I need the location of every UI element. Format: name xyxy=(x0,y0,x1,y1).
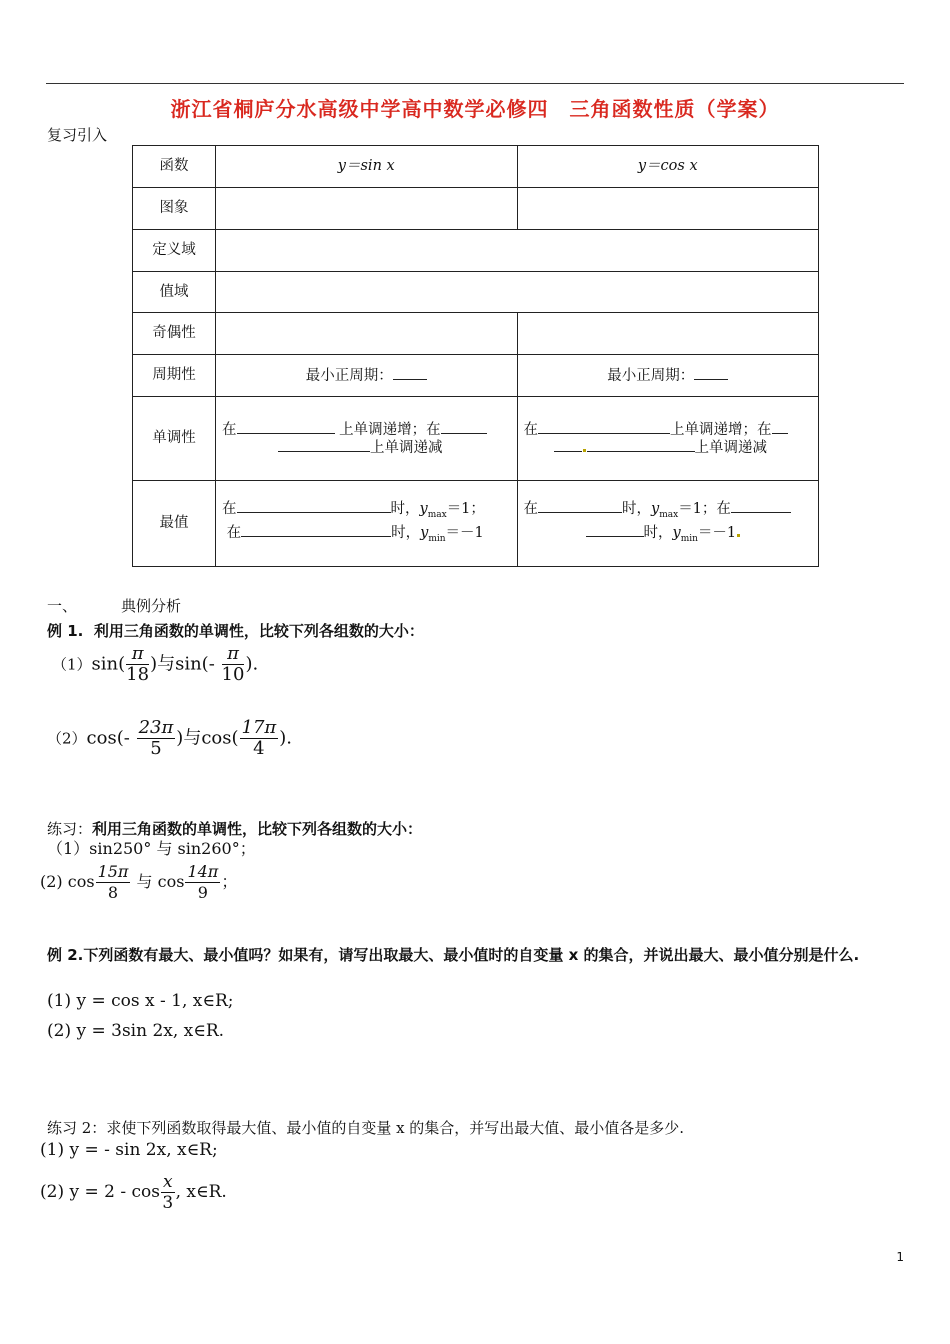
dec-text: 上单调递减 xyxy=(370,439,443,456)
at-text: 在 xyxy=(523,421,538,438)
ymax-eq: ＝1； xyxy=(446,500,485,517)
ymin-eq: ＝－1 xyxy=(445,524,484,541)
table-row xyxy=(133,313,819,355)
fraction xyxy=(96,862,131,903)
numerator: 17π xyxy=(241,717,277,738)
example1-q1 xyxy=(52,644,258,685)
at-text: 在 xyxy=(226,524,242,541)
monotonic-label: 单调性 xyxy=(133,397,216,481)
fraction xyxy=(222,644,245,685)
numerator: 23π xyxy=(138,717,174,738)
example1-text: 利用三角函数的单调性，比较下列各组数的大小： xyxy=(93,622,424,640)
and-text: )与 xyxy=(176,727,202,749)
denominator: 18 xyxy=(126,664,150,685)
table-row xyxy=(133,146,819,188)
trig-properties-table xyxy=(132,145,819,567)
neg-sign: - xyxy=(123,727,130,749)
blank xyxy=(772,421,788,434)
at-text: 在 xyxy=(716,500,731,517)
example1-label: 例 1. xyxy=(47,622,84,640)
extreme-label: 最值 xyxy=(133,481,216,567)
ymax-var: y xyxy=(651,500,660,517)
table-row xyxy=(133,188,819,230)
neg-sign: - xyxy=(208,653,215,675)
blank xyxy=(694,367,728,380)
fraction xyxy=(161,1172,175,1213)
q2-text: ； xyxy=(221,872,238,891)
cos-text: cos( xyxy=(86,727,124,749)
practice2-q2 xyxy=(40,1172,227,1213)
table-row xyxy=(133,355,819,397)
denominator: 5 xyxy=(150,738,162,759)
sin-graph-cell xyxy=(216,188,518,230)
practice2-q1: (1) y = - sin 2x, x∈R; xyxy=(40,1140,218,1160)
practice1-q1: （1）sin250° 与 sin260°； xyxy=(47,839,256,858)
when-text: 时， xyxy=(643,524,673,541)
blank xyxy=(237,500,391,513)
dec-text: 上单调递减 xyxy=(694,439,767,456)
denominator: 9 xyxy=(197,883,208,902)
blank xyxy=(237,421,335,434)
blank xyxy=(278,439,370,452)
section-title: 典例分析 xyxy=(121,597,182,615)
sin-monotonic-cell xyxy=(216,397,518,481)
sin-extreme-cell xyxy=(216,481,518,567)
practice2-text: 求使下列函数取得最大值、最小值的自变量 x 的集合，并写出最大值、最小值各是多少. xyxy=(106,1119,685,1137)
sin-header: y＝sin x xyxy=(216,146,518,188)
q2-text: (2) cos xyxy=(40,872,95,891)
domain-label: 定义域 xyxy=(133,230,216,272)
end-text: ). xyxy=(279,727,292,749)
fraction xyxy=(240,718,279,759)
numerator: x xyxy=(163,1172,173,1192)
when-text: 时， xyxy=(622,500,651,517)
cos-text: cos( xyxy=(201,727,239,749)
cos-extreme-cell xyxy=(517,481,819,567)
practice1-label: 练习： xyxy=(47,820,93,838)
cos-graph-cell xyxy=(517,188,819,230)
ymin-var: y xyxy=(420,524,429,541)
example2-label: 例 2. xyxy=(47,946,84,964)
header-rule xyxy=(46,83,904,84)
blank xyxy=(538,500,622,513)
when-text: 时， xyxy=(391,524,421,541)
period-text: 最小正周期： xyxy=(607,367,695,384)
denominator: 10 xyxy=(221,664,245,685)
section-heading xyxy=(47,595,181,616)
numerator: 14π xyxy=(187,862,219,881)
fraction xyxy=(185,862,220,903)
q2-text: , x∈R. xyxy=(175,1182,227,1202)
ymax-var: y xyxy=(419,500,428,517)
blank xyxy=(538,421,670,434)
denominator: 3 xyxy=(162,1193,174,1213)
denominator: 8 xyxy=(107,883,119,902)
cos-period-cell xyxy=(517,355,819,397)
inc-text: 上单调递增；在 xyxy=(670,421,772,438)
blank xyxy=(441,421,487,434)
denominator: 4 xyxy=(253,738,265,759)
blank xyxy=(587,439,695,452)
q2-text: 与 cos xyxy=(136,872,185,891)
parity-label: 奇偶性 xyxy=(133,313,216,355)
mark-dot xyxy=(583,449,586,452)
section-number: 一、 xyxy=(47,597,78,615)
practice1-text: 利用三角函数的单调性，比较下列各组数的大小： xyxy=(92,820,423,838)
page-number: 1 xyxy=(896,1250,904,1264)
table-row xyxy=(133,397,819,481)
domain-cell xyxy=(216,230,819,272)
q-number: （2） xyxy=(47,729,87,748)
at-text: 在 xyxy=(222,421,237,438)
table-row xyxy=(133,481,819,567)
q2-text: (2) y = 2 - cos xyxy=(40,1182,160,1202)
cos-monotonic-cell xyxy=(517,397,819,481)
numerator: π xyxy=(126,644,149,665)
period-label: 周期性 xyxy=(133,355,216,397)
blank xyxy=(393,367,427,380)
sin-text: sin( xyxy=(175,653,209,675)
func-label: 函数 xyxy=(133,146,216,188)
blank xyxy=(241,524,391,537)
graph-label: 图象 xyxy=(133,188,216,230)
practice2-label: 练习 2： xyxy=(47,1119,107,1137)
fraction xyxy=(137,718,176,759)
sin-parity-cell xyxy=(216,313,518,355)
practice1-q2 xyxy=(40,862,237,903)
ymin-var: y xyxy=(672,524,681,541)
fraction xyxy=(126,644,149,685)
cos-parity-cell xyxy=(517,313,819,355)
review-label: 复习引入 xyxy=(47,126,108,144)
inc-text: 上单调递增；在 xyxy=(339,421,441,438)
and-text: )与 xyxy=(150,653,176,675)
sin-text: sin( xyxy=(91,653,126,675)
page-title: 浙江省桐庐分水高级中学高中数学必修四 三角函数性质（学案） xyxy=(170,97,780,121)
example2-text: 下列函数有最大、最小值吗？如果有，请写出取最大、最小值时的自变量 x 的集合，并说出最大、最小值分别是什么. xyxy=(83,946,860,964)
at-text: 在 xyxy=(523,500,538,517)
numerator: π xyxy=(222,644,245,665)
end-text: ). xyxy=(245,653,259,675)
table-row xyxy=(133,272,819,313)
max-sub: max xyxy=(427,509,447,520)
range-label: 值域 xyxy=(133,272,216,313)
example2-q1: (1) y = cos x - 1, x∈R; xyxy=(47,991,234,1011)
cos-header: y＝cos x xyxy=(517,146,819,188)
min-sub: min xyxy=(680,533,698,544)
ymin-eq: ＝－1 xyxy=(697,524,737,541)
min-sub: min xyxy=(428,533,446,544)
range-cell xyxy=(216,272,819,313)
ymax-eq: ＝1； xyxy=(678,500,717,517)
example1-heading xyxy=(47,620,424,641)
table-row xyxy=(133,230,819,272)
blank xyxy=(731,500,791,513)
when-text: 时， xyxy=(390,500,420,517)
mark-dot xyxy=(737,534,740,537)
example2-heading xyxy=(47,943,905,967)
numerator: 15π xyxy=(97,862,129,881)
practice2-heading xyxy=(47,1117,684,1138)
blank xyxy=(554,439,582,452)
q-number: （1） xyxy=(52,655,92,674)
blank xyxy=(586,524,644,537)
max-sub: max xyxy=(659,509,679,520)
example1-q2 xyxy=(47,718,292,759)
period-text: 最小正周期： xyxy=(305,367,393,384)
sin-period-cell xyxy=(216,355,518,397)
example2-q2: (2) y = 3sin 2x, x∈R. xyxy=(47,1021,225,1041)
at-text: 在 xyxy=(222,500,237,517)
